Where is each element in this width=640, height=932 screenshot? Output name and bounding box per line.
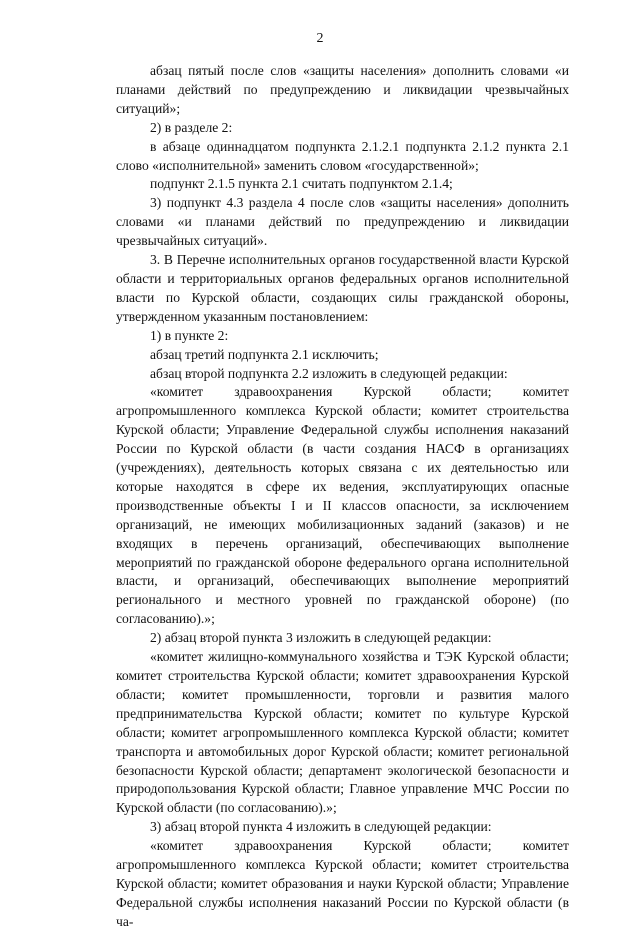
paragraph: 3) абзац второй пункта 4 изложить в следующей редакции: (150, 819, 492, 835)
paragraph: «комитет здравоохранения Курской области; комитет агропромышленного комплекса Курской области; комитет строительства Курской области; комитет образования и науки Курской области; Управление Федеральной службы исполнения наказаний России по Курской области (в ча- (116, 838, 569, 929)
paragraph: 3. В Перечне исполнительных органов государственной власти Курской области и территориальных органов федеральных органов исполнительной власти по Курской области, создающих силы гражданской обороны, утвержденном указанным постановлением: (116, 252, 569, 324)
paragraph: абзац третий подпункта 2.1 исключить; (150, 346, 379, 362)
paragraph: абзац пятый после слов «защиты населения» дополнить словами «и планами действий по предупреждению и ликвидации чрезвычайных ситуаций»; (116, 63, 569, 116)
paragraph: подпункт 2.1.5 пункта 2.1 считать подпунктом 2.1.4; (150, 176, 453, 192)
paragraph: абзац второй подпункта 2.2 изложить в следующей редакции: (150, 365, 508, 381)
page-number: 2 (316, 31, 324, 46)
paragraph: 2) абзац второй пункта 3 изложить в следующей редакции: (150, 630, 492, 646)
paragraph: в абзаце одиннадцатом подпункта 2.1.2.1 подпункта 2.1.2 пункта 2.1 слово «исполнительной» заменить словом «государственной»; (116, 138, 569, 173)
paragraph: 2) в разделе 2: (150, 119, 233, 135)
paragraph: «комитет здравоохранения Курской области; комитет агропромышленного комплекса Курской области; комитет строительства Курской области; Управление Федеральной службы исполнения наказаний России по Курской области (в части создания НАСФ в организациях (учреждениях), деятельность которых связана с их деятельностью или которые находятся в сфере их ведения, эксплуатирующих опасные производственные объекты I и II классов опасности, за исключением организаций, не имеющих мобилизационных заданий (заказов) и не входящих в перечень организаций, обеспечивающих выполнение мероприятий по гражданской обороне федерального органа исполнительной власти, и организаций, обеспечивающих выполнение мероприятий регионального и местного уровней по гражданской обороне) (по согласованию).»; (116, 384, 569, 627)
paragraph: «комитет жилищно-коммунального хозяйства и ТЭК Курской области; комитет строительства Курской области; комитет здравоохранения Курской области; комитет промышленности, торговли и развития малого предпринимательства Курской области; комитет по культуре Курской области; комитет агропромышленного комплекса Курской области; комитет транспорта и автомобильных дорог Курской области; комитет региональной безопасности Курской области; департамент экологической безопасности и природопользования Курской области; Главное управление МЧС России по Курской области (по согласованию).»; (116, 649, 569, 816)
paragraph: 3) подпункт 4.3 раздела 4 после слов «защиты населения» дополнить словами «и планами действий по предупреждению и ликвидации чрезвычайных ситуаций». (116, 195, 569, 249)
document-body (116, 62, 569, 932)
paragraph: 1) в пункте 2: (150, 327, 229, 343)
